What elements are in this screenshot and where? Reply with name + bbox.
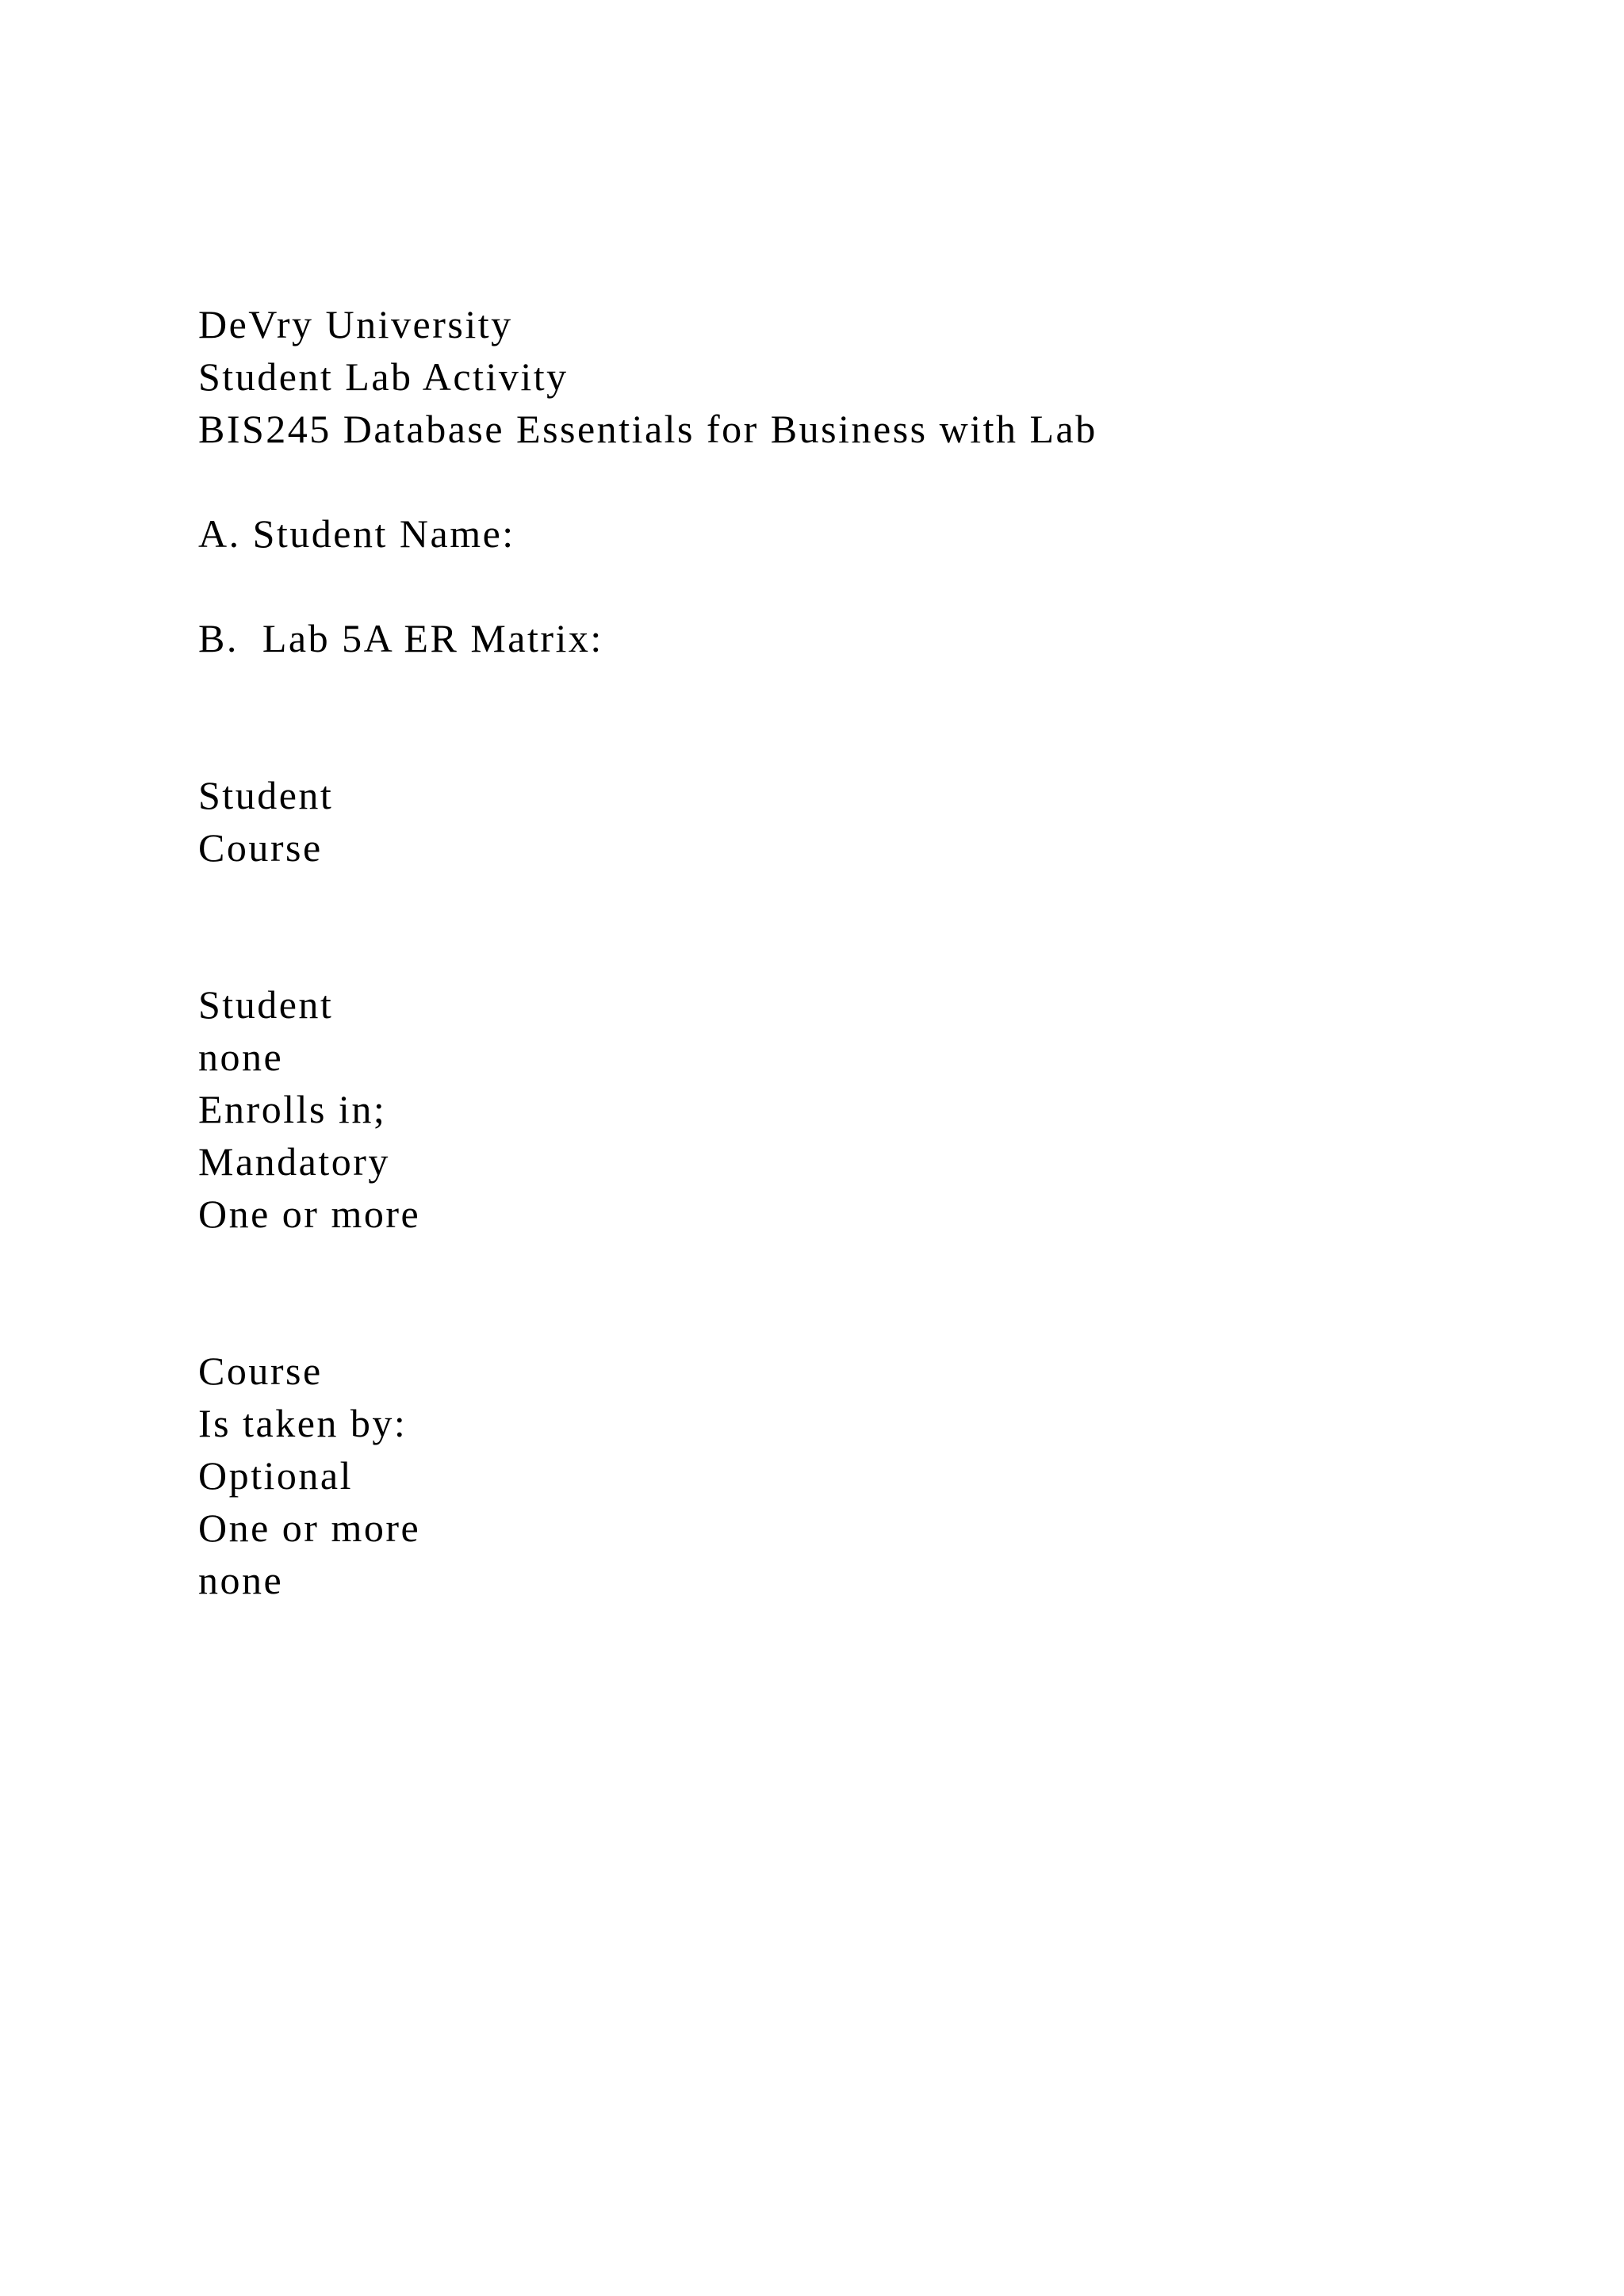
student-name-label: A. Student Name: (198, 511, 515, 556)
matrix-cell: none (198, 1558, 284, 1602)
matrix-cell: Course (198, 1349, 323, 1393)
matrix-cell: One or more (198, 1506, 421, 1550)
matrix-cell: One or more (198, 1192, 421, 1236)
matrix-cell: Mandatory (198, 1139, 390, 1184)
matrix-cell: Student (198, 982, 334, 1027)
matrix-cell: Optional (198, 1453, 353, 1498)
matrix-header-entity: Course (198, 825, 323, 870)
lab-label: B. Lab 5A ER Matrix: (198, 616, 603, 660)
activity-title: Student Lab Activity (198, 354, 569, 399)
course-title: BIS245 Database Essentials for Business with Lab (198, 407, 1097, 451)
matrix-cell: none (198, 1035, 284, 1079)
matrix-cell: Enrolls in; (198, 1087, 387, 1131)
matrix-header-entity: Student (198, 773, 334, 817)
matrix-cell: Is taken by: (198, 1401, 408, 1445)
institution-name: DeVry University (198, 302, 513, 346)
